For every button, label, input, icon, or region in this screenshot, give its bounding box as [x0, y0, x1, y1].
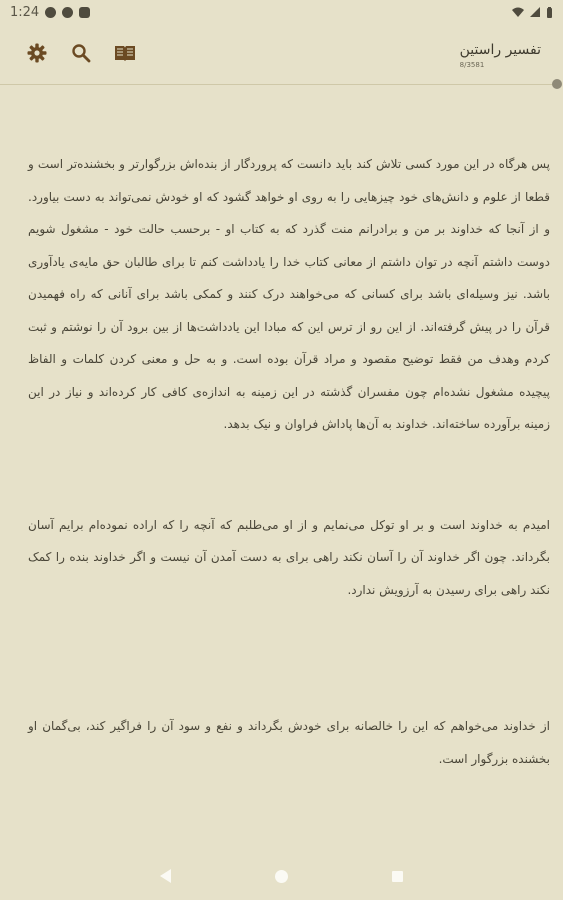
status-left	[10, 5, 90, 20]
app-icon	[79, 7, 90, 18]
scroll-thumb[interactable]	[552, 79, 562, 89]
wifi-icon	[512, 7, 524, 17]
signal-icon	[530, 7, 540, 17]
gmail-icon	[45, 7, 56, 18]
search-icon[interactable]	[68, 40, 94, 66]
home-icon[interactable]	[275, 870, 288, 883]
status-time: 1:24	[10, 4, 40, 20]
app-bar	[0, 30, 563, 82]
reading-content[interactable]	[28, 148, 550, 775]
paragraph-3: از خداوند می‌خواهم که این را خالصانه برای خودش بگرداند و نفع و سود آن را فراگیر کند، بی‌گمان او بخشنده بزرگوار است.	[28, 719, 550, 766]
page-subtitle: 8/3581	[459, 61, 485, 69]
paragraph-2: امیدم به خداوند است و بر او توکل می‌نمایم و از او می‌طلبم که آنچه را که اراده نموده‌ام برایم آسان بگرداند. چون اگر خداوند آن را آسان نکند راهی برای به دست آمدن آن نیست و اگر خداوند بنده را کمک نکند راهی برای رسیدن به آرزویش ندارد.	[28, 517, 550, 597]
status-right	[512, 7, 553, 18]
back-icon[interactable]	[160, 869, 171, 883]
settings-gear-icon[interactable]	[24, 40, 50, 66]
paragraph-1: پس هرگاه در این مورد کسی تلاش کند باید دانست که پروردگار از بنده‌اش بزرگوارتر و بخشنده‌تر است و قطعا از علوم و دانش‌های خود چیزهایی را به روی او خواهد گشود که او خودش نمی‌تواند به دست بیاورد. و از آنجا که خداوند بر من و برادرانم منت گذرد که به کتاب او - برحسب حالت خود - مشغول شویم دوست داشتم آنچه در توان داشتم از معانی کتاب خدا را یادداشت کنم تا برای طالبان حق مایه‌ی یادآوری باشد. نیز وسیله‌ای باشد برای کسانی که می‌خواهند درک کنند و کمکی باشد برای آنانی که راه فهمیدن قرآن را در پیش گرفته‌اند. از این رو از ترس این که مبادا این یادداشت‌ها از بین برود آن را نوشتم و ثبت کردم وهدف من فقط توضیح مقصود و مراد قرآن بوده است. و به حل و معنی کردن کلمات و الفاظ پیچیده مشغول نشده‌ام چون مفسران گذشته در این زمینه به اندازه‌ی کافی کار کرده‌اند و نیاز در این زمینه برآورده ساخته‌اند. خداوند به آن‌ها پاداش فراوان و نیک بدهد.	[28, 157, 550, 431]
title-block	[460, 42, 541, 69]
navigation-bar	[0, 852, 563, 900]
battery-icon	[546, 7, 553, 18]
toolbar-actions	[24, 40, 138, 66]
recent-apps-icon[interactable]	[392, 871, 403, 882]
page-title: تفسیر راستین	[459, 42, 541, 58]
g-icon	[62, 7, 73, 18]
header-divider	[0, 84, 557, 85]
status-bar	[0, 0, 563, 24]
book-icon[interactable]	[112, 40, 138, 66]
